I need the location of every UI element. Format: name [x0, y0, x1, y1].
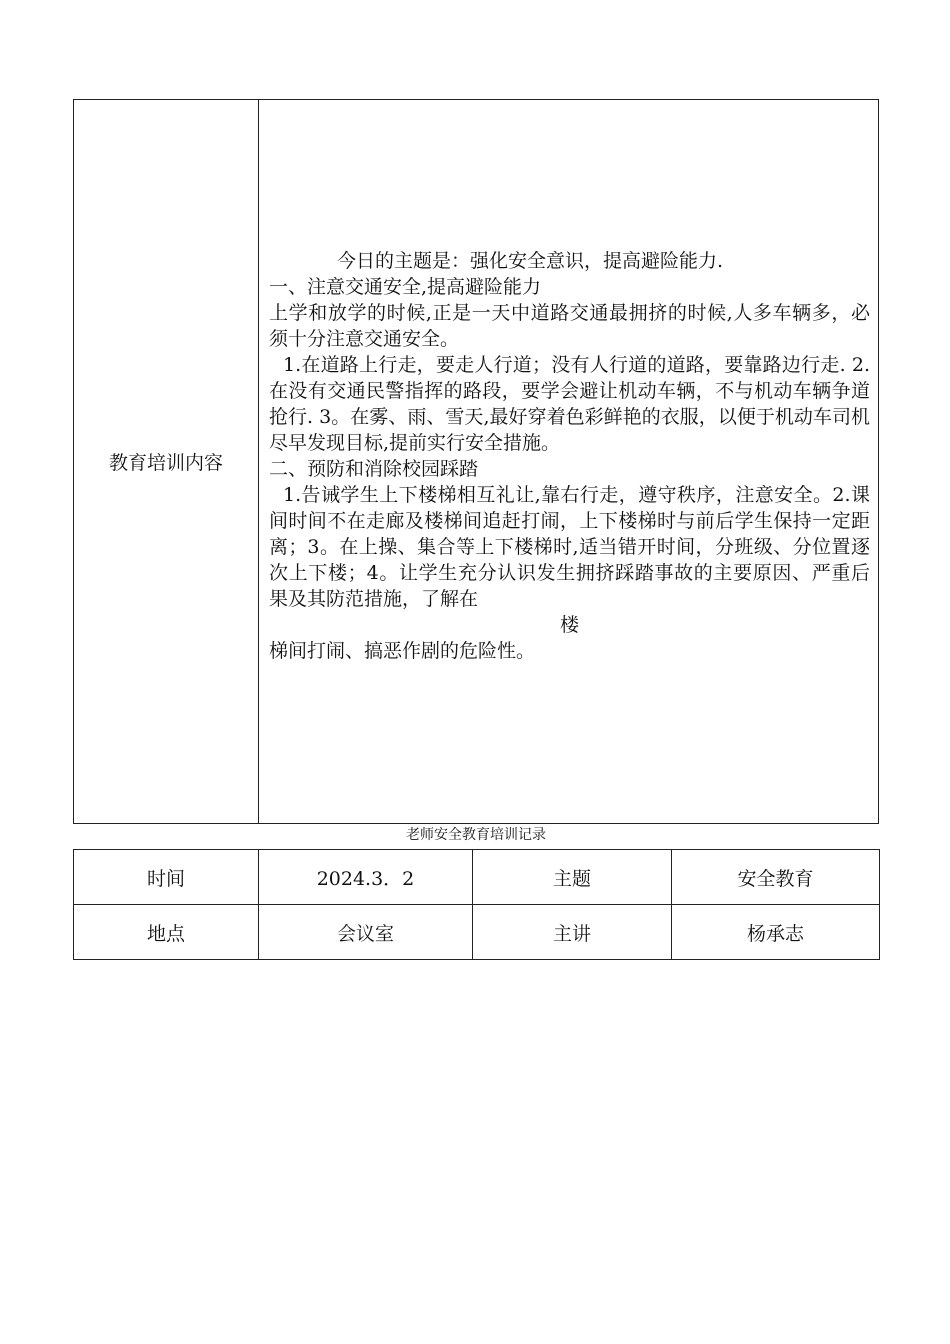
section2-points: 1.告诫学生上下楼梯相互礼让,靠右行走，遵守秩序，注意安全。2.课间时间不在走廊及楼梯间追赶打闹，上下楼梯时与前后学生保持一定距离；3。在上操、集合等上下楼梯时,适当错开时间，分班级、分位置逐次上下楼；4。让学生充分认识发生拥挤踩踏事故的主要原因、严重后果及其防范措施，了解在: [269, 484, 870, 610]
section1-points: 1.在道路上行走，要走人行道；没有人行道的道路，要靠路边行走. 2.在没有交通民警指挥的路段，要学会避让机动车辆，不与机动车辆争道抢行. 3。在雾、雨、雪天,最好穿着色彩鲜艳的衣服，以便于机动车司机尽早发现目标,提前实行安全措施。: [269, 354, 870, 454]
content-label: 教育培训内容: [108, 452, 223, 474]
section2-heading: 二、预防和消除校园踩踏: [269, 458, 479, 480]
content-text-cell: [259, 100, 878, 823]
topic-label: 主题: [473, 850, 672, 905]
speaker-value: 杨承志: [672, 905, 880, 960]
topic-value: 安全教育: [672, 850, 880, 905]
section1-heading: 一、注意交通安全,提高避险能力: [269, 276, 542, 298]
content-label-cell: [74, 100, 259, 823]
speaker-label: 主讲: [473, 905, 672, 960]
section1-intro: 上学和放学的时候,正是一天中道路交通最拥挤的时候,人多车辆多，必须十分注意交通安全。: [269, 302, 870, 350]
table-caption: 老师安全教育培训记录: [406, 827, 546, 843]
training-content-table: [73, 99, 879, 824]
place-value: 会议室: [259, 905, 473, 960]
section2-break-word: 楼: [559, 614, 579, 636]
section2-tail: 梯间打闹、搞恶作剧的危险性。: [269, 640, 536, 662]
time-value: 2024.3．2: [259, 850, 473, 905]
info-row-place: [74, 905, 880, 960]
theme-line: 今日的主题是：强化安全意识，提高避险能力.: [337, 250, 724, 272]
info-table: [73, 849, 880, 960]
place-label: 地点: [74, 905, 259, 960]
time-label: 时间: [74, 850, 259, 905]
info-row-time: [74, 850, 880, 905]
